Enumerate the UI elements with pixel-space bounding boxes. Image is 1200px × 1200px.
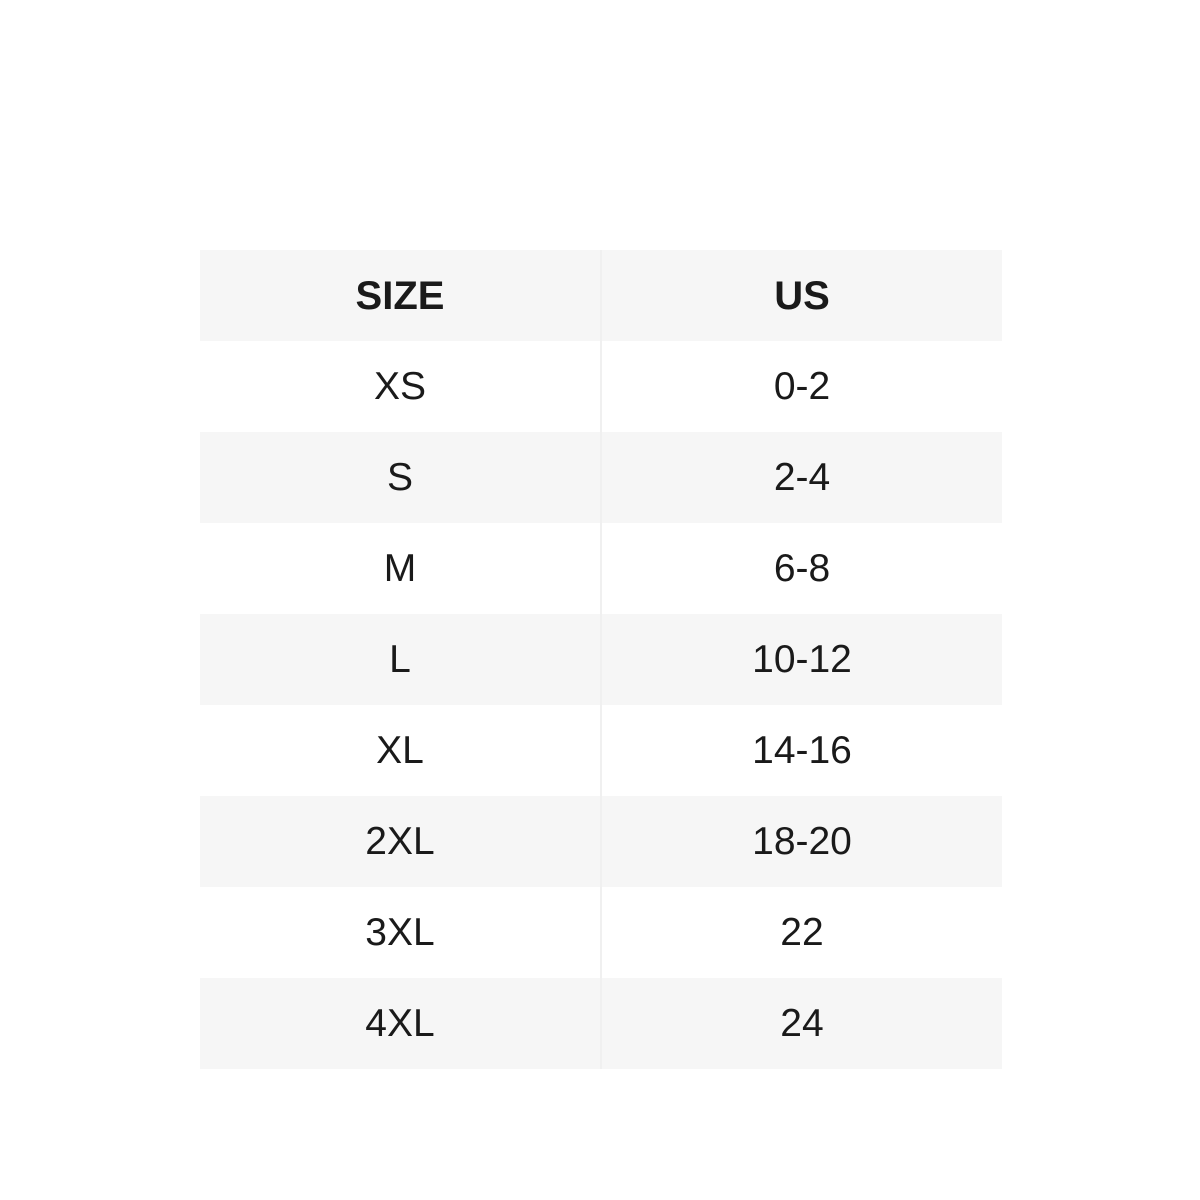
- us-cell: 22: [601, 887, 1002, 978]
- size-cell: XS: [200, 341, 601, 432]
- table-row: [200, 341, 1002, 432]
- size-cell: 2XL: [200, 796, 601, 887]
- table-row: [200, 705, 1002, 796]
- header-cell-us: US: [601, 250, 1002, 341]
- size-cell: S: [200, 432, 601, 523]
- us-cell: 6-8: [601, 523, 1002, 614]
- table-row: [200, 978, 1002, 1069]
- table-row: [200, 432, 1002, 523]
- us-cell: 18-20: [601, 796, 1002, 887]
- size-cell: 3XL: [200, 887, 601, 978]
- size-cell: 4XL: [200, 978, 601, 1069]
- table-row: [200, 887, 1002, 978]
- table-header-row: [200, 250, 1002, 341]
- us-cell: 14-16: [601, 705, 1002, 796]
- table-row: [200, 796, 1002, 887]
- size-chart-table: [200, 250, 1002, 1069]
- size-chart: [200, 250, 1000, 1069]
- size-cell: M: [200, 523, 601, 614]
- us-cell: 24: [601, 978, 1002, 1069]
- us-cell: 0-2: [601, 341, 1002, 432]
- size-cell: XL: [200, 705, 601, 796]
- table-row: [200, 523, 1002, 614]
- header-cell-size: SIZE: [200, 250, 601, 341]
- table-row: [200, 614, 1002, 705]
- size-cell: L: [200, 614, 601, 705]
- us-cell: 10-12: [601, 614, 1002, 705]
- us-cell: 2-4: [601, 432, 1002, 523]
